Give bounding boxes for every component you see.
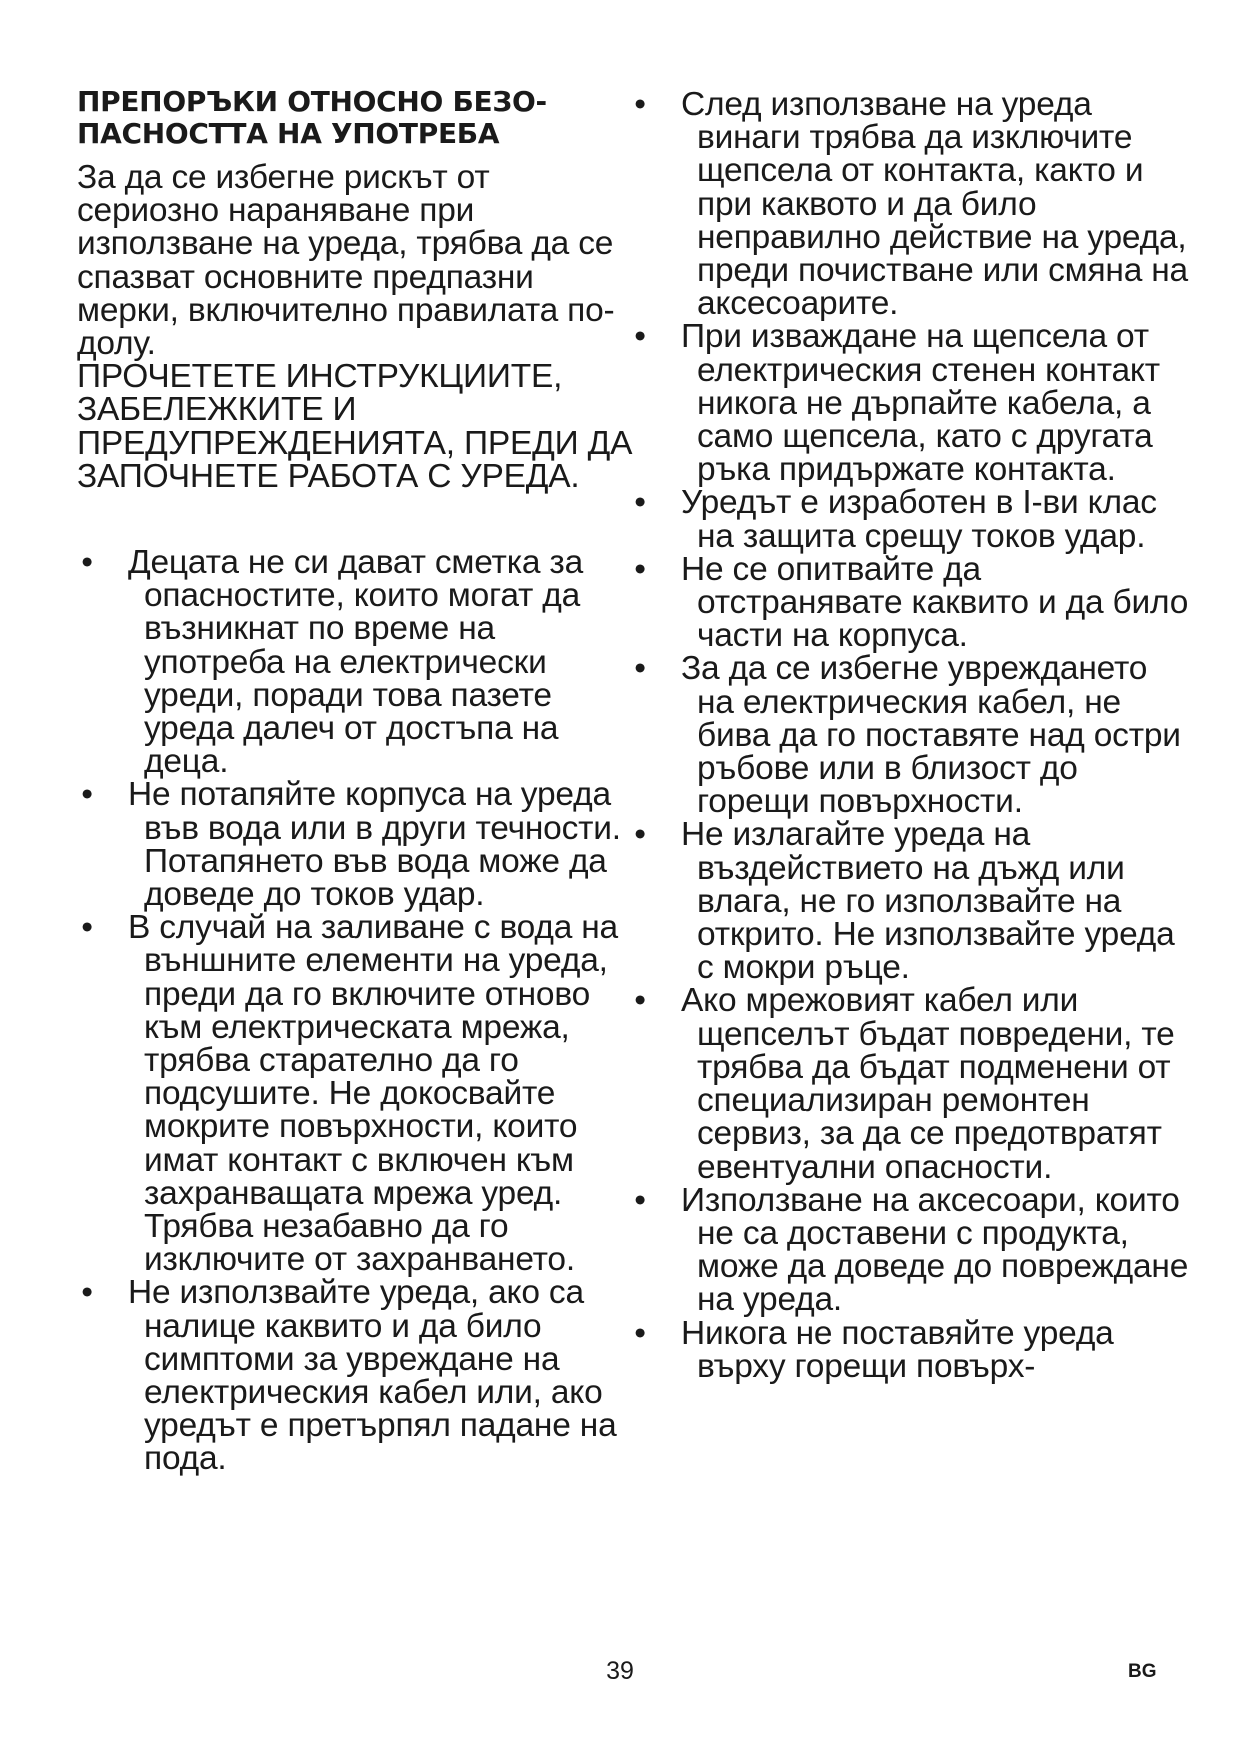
page-heading: ПРЕПОРЪКИ ОТНОСНО БЕЗО-ПАСНОСТТА НА УПОТРЕБА [77,85,547,150]
list-item-text: Не се опитвайте да отстранявате каквито и да било части на корпуса. [681,550,1189,655]
list-item-text: Не използвайте уреда, ако са налице каквито и да било симптоми за увреждане на електрическия кабел или, ако уредът е претърпял падане на пода. [128,1274,617,1478]
bullet-icon: • [81,909,93,947]
list-item [630,816,1190,987]
bullet-icon: • [634,86,646,123]
list-item-text: За да се избегне увреждането на електрическия кабел, не бива да го поставяте над остри ръбове или в близост до горещи повърхности. [681,650,1181,821]
list-item-text: Децата не си дават сметка за опасностите, които могат да възникнат по време на употреба на електрически уреди, поради това пазете уреда далеч от достъпа на деца. [128,544,584,781]
list-item [77,776,637,914]
list-item-text: При изваждане на щепсела от електрическия стенен контакт никога не дърпайте кабела, а само щепсела, като с другата ръка придържате контакта. [681,318,1160,489]
list-item [630,550,1190,655]
page-number: 39 [606,1657,634,1685]
bullet-icon: • [634,816,646,854]
list-item [630,318,1190,489]
list-item-text: Ако мрежовият кабел или щепселът бъдат повредени, те трябва да бъдат подменени от специализиран ремонтен сервиз, за да се предотвратят евентуални опасности. [681,982,1175,1186]
list-item-text: Използване на аксесоари, които не са доставени с продукта, може да доведе до повреждане на уреда. [681,1181,1189,1319]
list-item-text: Не излагайте уреда на въздействието на дъжд или влага, не го използвайте на открито. Не използвайте уреда с мокри ръце. [681,816,1175,987]
bullet-icon: • [81,1274,93,1312]
list-item-text: Никога не поставяйте уреда върху горещи повърх- [681,1314,1114,1385]
list-item [630,484,1190,555]
bullet-icon: • [634,982,646,1020]
bullet-icon: • [634,550,646,588]
bullet-icon: • [634,650,646,688]
list-item-text: В случай на заливане с вода на външните елементи на уреда, преди да го включите отново към електрическата мрежа, трябва старателно да го подсушите. Не докосвайте мокрите повърхности, които имат контакт с включен към захранващата мрежа уред. Трябва незабавно да го изключите от захранването. [128,909,618,1279]
list-item [77,544,637,781]
list-item [630,1314,1190,1385]
list-item-text: След използване на уреда винаги трябва да изключите щепсела от контакта, както и при каквото и да било неправилно действие на уреда, преди почистване или смяна на аксесоарите. [681,86,1188,323]
intro-warning: ПРОЧЕТЕТЕ ИНСТРУКЦИИТЕ, ЗАБЕЛЕЖКИТЕ И ПРЕДУПРЕЖДЕНИЯТА, ПРЕДИ ДА ЗАПОЧНЕТЕ РАБОТА С УРЕДА. [77,358,633,495]
list-item-text: Уредът е изработен в I-ви клас на защита срещу токов удар. [681,484,1157,555]
list-item [630,982,1190,1186]
bullet-icon: • [634,1314,646,1352]
list-item [630,1181,1190,1319]
right-bullet-list [630,88,1190,1383]
list-item-text: Не потапяйте корпуса на уреда във вода или в други течности. Потапянето във вода може да доведе до токов удар. [128,776,621,914]
list-item [77,909,637,1279]
intro-text: За да се избегне рискът от сериозно нараняване при използване на уреда, трябва да се спазват основните предпазни мерки, включително правилата по-долу. [77,159,615,363]
list-item [630,86,1190,323]
bullet-icon: • [634,1181,646,1219]
left-bullet-list [77,546,637,1476]
intro-paragraph [77,161,637,493]
list-item [630,650,1190,821]
bullet-icon: • [634,318,646,356]
bullet-icon: • [634,484,646,522]
list-item [77,1274,637,1478]
bullet-icon: • [81,776,93,814]
bullet-icon: • [81,544,93,581]
language-code: BG [1128,1661,1157,1682]
